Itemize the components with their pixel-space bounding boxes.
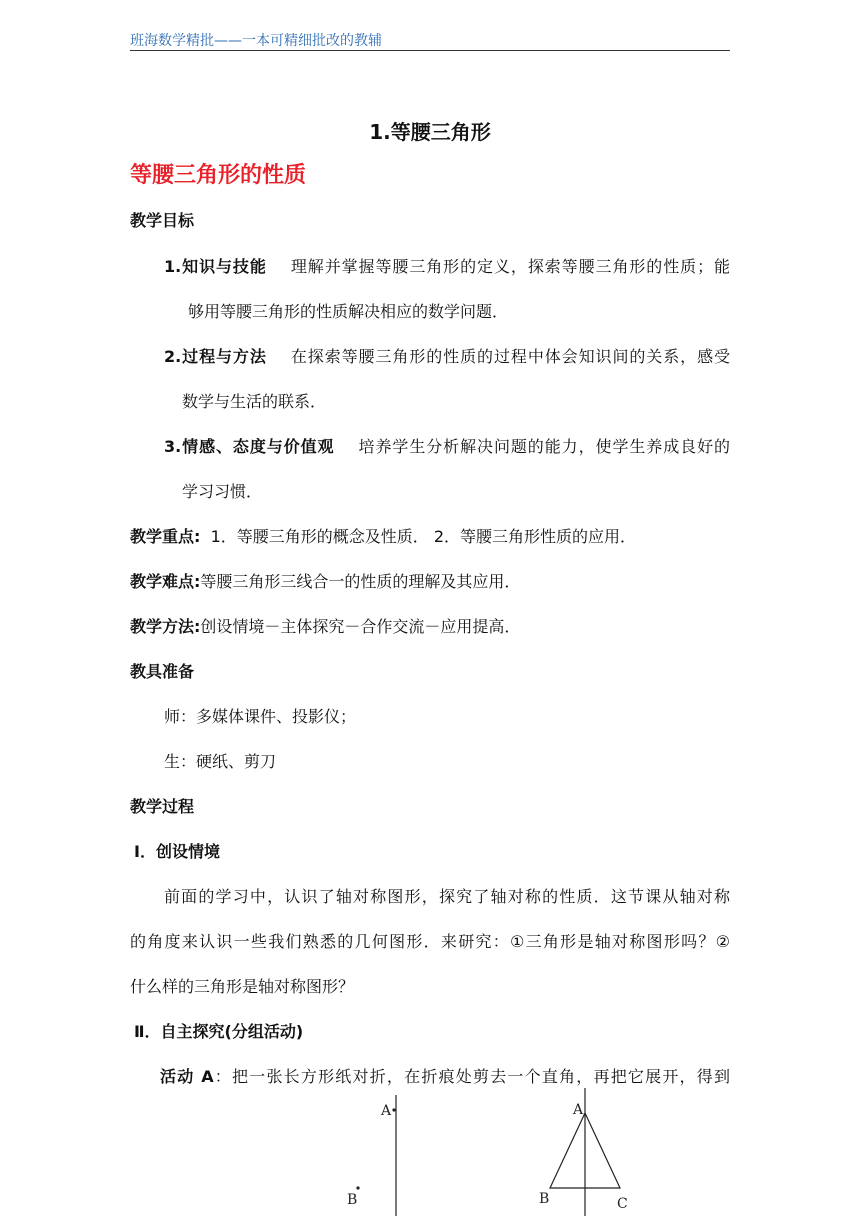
right-label-a: A (573, 1102, 584, 1118)
key-points-text: 1．等腰三角形的概念及性质． 2．等腰三角形性质的应用． (210, 527, 637, 546)
part2-heading: Ⅱ．自主探究(分组活动) (134, 1022, 304, 1041)
section-title: 等腰三角形的性质 (130, 163, 307, 188)
part1-line1: 前面的学习中，认识了轴对称图形，探究了轴对称的性质．这节课从轴对称 (164, 887, 730, 906)
part1-heading: Ⅰ．创设情境 (134, 842, 220, 861)
part1-line2: 的角度来认识一些我们熟悉的几何图形．来研究：①三角形是轴对称图形吗？② (130, 932, 730, 951)
document-title: 1.等腰三角形 (369, 120, 491, 144)
objective-1-label: 1.知识与技能 (164, 257, 267, 276)
objectives-heading: 教学目标 (130, 211, 195, 230)
right-label-b: B (539, 1191, 550, 1207)
part1-line3: 什么样的三角形是轴对称图形？ (130, 977, 355, 996)
objective-2-label: 2.过程与方法 (164, 347, 267, 366)
objective-3-label: 3.情感、态度与价值观 (164, 437, 335, 456)
objective-1-text: 理解并掌握等腰三角形的定义，探索等腰三角形的性质；能 (290, 257, 731, 276)
key-points-label: 教学重点: (130, 527, 201, 546)
objective-2-text: 在探索等腰三角形的性质的过程中体会知识间的关系，感受 (290, 347, 731, 366)
difficulties-text: 等腰三角形三线合一的性质的理解及其应用． (200, 572, 521, 591)
objective-2-line2: 数学与生活的联系． (182, 392, 327, 411)
objective-3-line2: 学习习惯． (182, 482, 263, 501)
right-label-c: C (617, 1196, 628, 1212)
objective-1-line2: 够用等腰三角形的性质解决相应的数学问题． (188, 302, 509, 321)
methods-label: 教学方法: (130, 617, 201, 636)
process-heading: 教学过程 (130, 797, 195, 816)
page-header: 班海数学精批——一本可精细批改的教辅 (130, 33, 382, 49)
tools-heading: 教具准备 (130, 662, 195, 681)
methods-text: 创设情境－主体探究－合作交流－应用提高． (200, 617, 521, 636)
activity-label: 活动 A (160, 1067, 214, 1086)
left-label-a: A (381, 1103, 392, 1119)
objective-3-text: 培养学生分析解决问题的能力，使学生养成良好的 (358, 437, 731, 456)
left-point-a (392, 1108, 395, 1111)
tools-student: 生：硬纸、剪刀 (164, 752, 277, 771)
activity-text: ：把一张长方形纸对折，在折痕处剪去一个直角，再把它展开，得到 (213, 1067, 730, 1086)
tools-teacher: 师：多媒体课件、投影仪； (164, 707, 357, 726)
left-point-b (356, 1186, 359, 1189)
left-label-b: B (347, 1192, 358, 1208)
difficulties-label: 教学难点: (130, 572, 201, 591)
